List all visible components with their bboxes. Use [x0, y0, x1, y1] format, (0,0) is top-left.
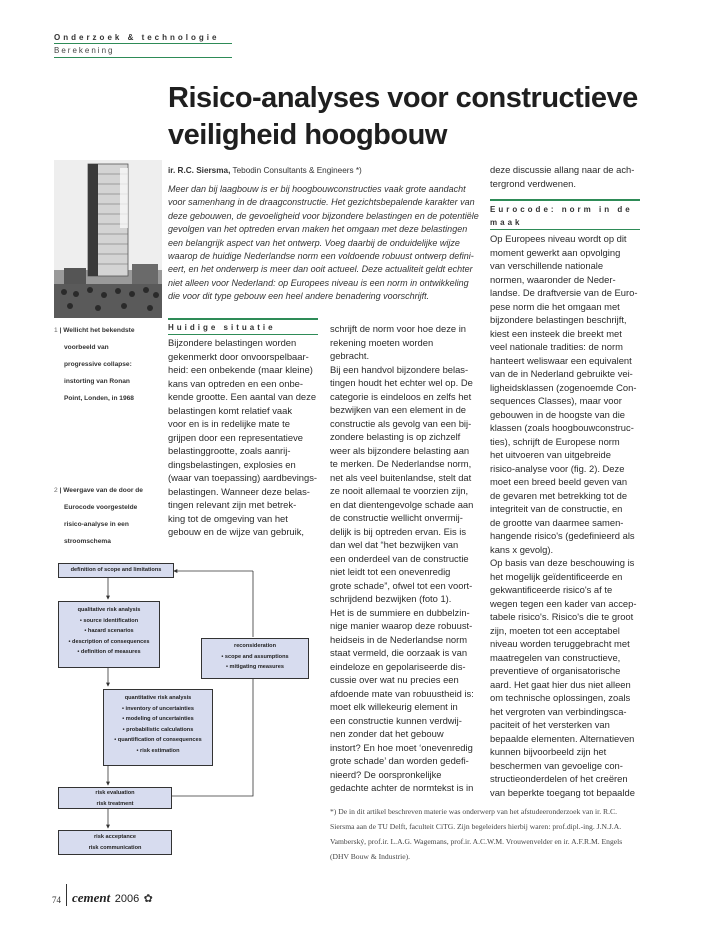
col3-line: van verschillende nationale: [490, 260, 604, 271]
col1-line: kans van optreden en een onbe-: [168, 377, 303, 389]
col3-line: wegen tegen een kader van accep-: [490, 597, 637, 609]
lead-line: die voor dit type gebouw een heel andere benadering voorschrijft.: [168, 291, 430, 302]
caption-1-number: 1: [54, 327, 58, 334]
section-header: Onderzoek & technologie: [54, 33, 220, 42]
col3-line: Op basis van deze beschouwing is: [490, 557, 635, 568]
lead-line: voor samenhang in de draagconstructie. Het gezichtsbepalende karakter van: [168, 197, 475, 208]
col3-line: preventieve of organisatorische: [490, 665, 621, 676]
flow-qualitative-title: qualitative risk analysis: [77, 607, 141, 613]
col2-line: Het is de summiere en dubbelzin-: [330, 606, 470, 618]
col1-line: (waar van toepassing) aardbevings-: [168, 472, 318, 483]
flow-quantitative-title: quantitative risk analysis: [124, 695, 192, 701]
col3-line: niveau worden teruggebracht met: [490, 638, 630, 649]
col3-line: maatregelen van constructieve,: [490, 651, 621, 663]
flow-quantitative-item: • risk estimation: [136, 747, 180, 754]
flow-qualitative-item: • hazard scenarios: [84, 628, 134, 634]
col2-line: delijk is bij optreden ervan. Eis is: [330, 525, 467, 537]
title-line-1: Risico-analyses voor constructieve: [168, 82, 638, 114]
lead-line: Meer dan bij laagbouw is er bij hoogbouwconstructies vaak grote aandacht: [168, 184, 466, 194]
author-name: ir. R.C. Siersma,: [168, 166, 231, 175]
caption-2-line: 2 | Weergave van de door de: [54, 487, 143, 494]
lead-line: waarop de huidige Nederlandse norm een voldoende robuust ontwerp defini-: [168, 251, 474, 262]
col2-line: cussie over wat nu precies een: [330, 674, 459, 685]
col2-line: eindeloze en gepolariseerde dis-: [330, 660, 466, 672]
footnote-line: *) De in dit artikel beschreven materie was onderwerp van het afstudeeronderzoek van ir. R.C.: [330, 807, 617, 816]
flow-quantitative-item: • probabilistic calculations: [122, 726, 194, 733]
col1-line: Bijzondere belastingen worden: [168, 337, 297, 348]
col3-line: veel nationale tradities: de norm: [490, 341, 623, 352]
col1-line: kende grootte. Een aantal van deze: [168, 391, 317, 402]
col2-line: een onderdeel van de constructie: [330, 552, 469, 564]
col3-line: sequences Classes), maar voor: [490, 395, 622, 406]
col2-line: en dat dientengevolge schade aan: [330, 498, 474, 510]
flow-quantitative-item: • quantification of consequences: [114, 737, 202, 743]
col2-line: schrijdend bezwijken (foto 1).: [330, 593, 452, 604]
subsection-header: Berekening: [54, 46, 115, 55]
col2-line: constructie als gevolg van een bij-: [330, 417, 472, 429]
col3-line: het uitvoeren van uitgebreide: [490, 449, 611, 460]
col3-line: beschermen van gevoelige con-: [490, 759, 623, 771]
col3-line: het vergroten van verbindingsca-: [490, 705, 627, 717]
flow-qualitative-item: • description of consequences: [68, 638, 150, 645]
col3-top-line: deze discussie allang naar de ach-: [490, 164, 635, 175]
flow-evaluation-box: [58, 787, 172, 809]
footnote-line: (DHV Bouw & Industrie).: [330, 852, 411, 861]
lead-line: deze gebouwen, de gevoeligheid voor bijzondere belastingen en de potentiële: [168, 210, 479, 221]
col3-line: van beperkte toegang tot bepaalde: [490, 786, 635, 798]
col3-line: pese norm die het omgaan met: [490, 300, 620, 312]
col2-line: grote schade’ dan worden gedefi-: [330, 755, 469, 766]
col3-line: Op Europees niveau wordt op dit: [490, 233, 627, 244]
col3-heading-line-1: Eurocode: norm in de: [490, 205, 633, 214]
col3-line: kiest een insteek die breekt met: [490, 327, 622, 339]
flow-quantitative-item: • modeling of uncertainties: [122, 716, 194, 722]
flow-qualitative-box: [58, 601, 160, 668]
col3-line: ties), schrijft de Europese norm: [490, 435, 620, 447]
col3-line: risico-analyse voor (fig. 2). Deze: [490, 462, 625, 474]
col2-line: bezwijken van een element in de: [330, 404, 467, 415]
col3-line: bijzondere belastingen beschrijft,: [490, 314, 627, 325]
flow-qualitative-item: • definition of measures: [77, 649, 141, 655]
footnote: [330, 804, 702, 864]
flow-reconsideration-title: reconsideration: [234, 643, 276, 649]
col1-line: belastingen komt relatief vaak: [168, 404, 293, 416]
caption-2-line: stroomschema: [64, 538, 111, 545]
lead-line: niet alleen voor Nederland: op Europees niveau is een norm in ontwikkeling: [168, 277, 469, 288]
col1-line: belastinggrootte, zoals aanrij-: [168, 445, 291, 456]
caption-1-line: 1 | Wellicht het bekendste: [54, 327, 135, 334]
col1-line: grijpen door een representatieve: [168, 431, 303, 443]
col1-line: gekenmerkt door onvoorspelbaar-: [168, 350, 309, 362]
col3-line: structieonderdelen of het creëren: [490, 773, 628, 784]
col1-line: voor en is in redelijke mate te: [168, 418, 290, 429]
col2-line: zondere belasting is op zichzelf: [330, 431, 461, 442]
col2-line: staat vermeld, die oorzaak is van: [330, 647, 468, 658]
col2-line: moet elk willekeurig element in: [330, 701, 458, 712]
col2-line: een constructie kunnen verdwij-: [330, 714, 462, 726]
col2-line: dan wel dat “het bezwijken van: [330, 539, 459, 550]
col1-line: gebouw en de wijze van gebruik,: [168, 526, 305, 537]
col2-line: tingen houdt het echter wel op. De: [330, 377, 473, 388]
col3-line: de gevaren met betrekking tot de: [490, 489, 628, 501]
col3-line: normen, waaronder de Neder-: [490, 273, 616, 285]
caption-2-text: Weergave van de door de: [63, 487, 143, 494]
col2-line: instort? En hoe moet ‘onevenredig: [330, 741, 473, 753]
col3-top-line: tergrond verdwenen.: [490, 177, 576, 189]
col3-line: zijn, moeten tot een acceptabel: [490, 624, 620, 636]
caption-2-number: 2: [54, 487, 58, 494]
col1-heading: Huidige situatie: [168, 323, 276, 332]
col3-line: moment gewerkt aan opvolging: [490, 246, 621, 258]
col3-line: gebouwen in de hoogste van die: [490, 408, 626, 420]
col3-line: gekwantificeerde risico's af te: [490, 584, 613, 595]
col3-line: integriteit van de constructie, en: [490, 503, 623, 514]
col2-line: te merken. De Nederlandse norm,: [330, 458, 472, 469]
col3-line: landse. De draftversie van de Euro-: [490, 287, 638, 298]
col2-line: rekening moeten worden: [330, 336, 434, 348]
col2-line: gebracht.: [330, 350, 370, 361]
col3-line: paciteit of het versterken van: [490, 719, 610, 730]
caption-1-line: progressive collapse:: [64, 361, 132, 368]
flow-acceptance-box: [58, 830, 172, 855]
flow-qualitative-item: • source identification: [79, 617, 139, 624]
footer-divider: [66, 884, 67, 906]
flow-acceptance-line: risk acceptance: [94, 834, 136, 840]
col1-line: king tot de omgeving van het: [168, 512, 288, 524]
col3-line: bepaalde elementen. Alternatieven: [490, 732, 635, 744]
flow-evaluation-line: risk treatment: [96, 800, 134, 807]
magazine-logo: cement: [72, 890, 111, 905]
col3-line: kunnen bijvoorbeeld zijn het: [490, 746, 607, 757]
col2-line: niet leidt tot een onevenredig: [330, 566, 451, 577]
col2-line: gedachte achter de normtekst is in: [330, 782, 474, 793]
caption-1-line: voorbeeld van: [64, 344, 109, 351]
col2-line: nen zonder dat het gebouw: [330, 728, 444, 739]
flow-scope-box: [58, 563, 174, 578]
col2-line: ze nooit allemaal te voorzien zijn,: [330, 485, 469, 496]
caption-2-line: risico-analyse in een: [64, 521, 129, 528]
flow-reconsideration-item: • mitigating measures: [226, 664, 284, 670]
col1-line: dingsbelastingen, explosies en: [168, 458, 296, 470]
col1-line: tingen relevant zijn met betrek-: [168, 499, 297, 510]
col3-line: hangende risico's (gedefinieerd als: [490, 530, 635, 541]
col2-line: afdoende mate van robuustheid is:: [330, 687, 474, 699]
footnote-line: Vamberský, prof.ir. L.A.G. Wagemans, prof.ir. A.C.W.M. Vrouwenvelder en ir. A.F.R.M. Engels: [330, 837, 623, 846]
title-line-2: veiligheid hoogbouw: [168, 119, 447, 151]
lead-line: eert, en het onderwerp is meer dan ooit actueel. Deze actualiteit geldt echter: [168, 264, 473, 275]
flow-quantitative-box: [103, 689, 213, 766]
magazine-year: 2006: [114, 893, 140, 905]
caption-2-line: Eurocode voorgestelde: [64, 504, 138, 511]
col3-line: om technische oplossingen, zoals: [490, 692, 631, 703]
col2-line: nieerd? De oorspronkelijke: [330, 768, 442, 780]
col3-line: tabele risico's. Risico's die te groot: [490, 611, 634, 622]
col2-line: Bij een handvol bijzondere belas-: [330, 363, 469, 375]
col3-line: kans x gevolg).: [490, 543, 554, 555]
col3-line: het mogelijk geïdentificeerde en: [490, 570, 623, 582]
col3-line: ligheidsklassen (zogenoemde Con-: [490, 381, 637, 393]
flower-icon: ✿: [143, 893, 153, 905]
flow-quantitative-item: • inventory of uncertainties: [122, 705, 194, 712]
col3-heading-line-2: maak: [490, 218, 523, 227]
col3-line: hanteert weliswaar een equivalent: [490, 354, 632, 366]
author-affiliation: Tebodin Consultants & Engineers *): [232, 166, 362, 175]
lead-line: een belangrijk aspect van het ontwerp. Voeg daarbij de onduidelijke wijze: [168, 237, 460, 248]
flow-acceptance-line: risk communication: [88, 844, 142, 851]
lead-line: gevolgen van het optreden ervan maken het omgaan met deze belastingen: [168, 224, 468, 235]
col3-line: aard. Het gaat hier dus niet alleen: [490, 678, 631, 690]
col2-line: schrijft de norm voor hoe deze in: [330, 323, 467, 334]
page-number: 74: [52, 895, 61, 905]
caption-1-line: instorting van Ronan: [64, 378, 130, 385]
col2-line: grote schade”, ofwel tot een voort-: [330, 579, 473, 591]
col1-line: belastingen. Wanneer deze belas-: [168, 485, 310, 497]
col2-line: categorie is eindeloos en zelfs het: [330, 390, 472, 402]
flow-evaluation-line: risk evaluation: [95, 790, 135, 796]
col2-line: nige manier waarop deze robuust-: [330, 620, 473, 631]
col2-line: weer als bijzondere belasting aan: [330, 444, 470, 456]
caption-1-line: Point, Londen, in 1968: [64, 395, 134, 402]
col2-line: de constructie wellicht onvermij-: [330, 512, 463, 523]
col3-line: klassen (zoals hoogbouwconstruc-: [490, 422, 634, 433]
flow-reconsideration-item: • scope and assumptions: [221, 653, 289, 660]
flow-reconsideration-box: [201, 638, 309, 679]
col2-line: heidseis in de Nederlandse norm: [330, 633, 468, 645]
col3-line: moet een breed beeld geven van: [490, 476, 628, 487]
col3-line: van de in Nederland gebruikte vei-: [490, 368, 633, 379]
col1-line: heid: een onbekende (maar kleine): [168, 364, 313, 375]
col3-line: de grootte van daarmee samen-: [490, 516, 624, 528]
caption-1-text: Wellicht het bekendste: [63, 327, 135, 334]
footnote-line: Siersma aan de TU Delft, faculteit CiTG. Zijn begeleiders hierbij waren: prof.dipl.-ing. J.N.J.A.: [330, 822, 622, 831]
footer-magazine: [72, 889, 153, 907]
flow-scope-label: definition of scope and limitations: [70, 567, 162, 573]
col2-line: net als veel buitenlandse, stelt dat: [330, 471, 472, 483]
